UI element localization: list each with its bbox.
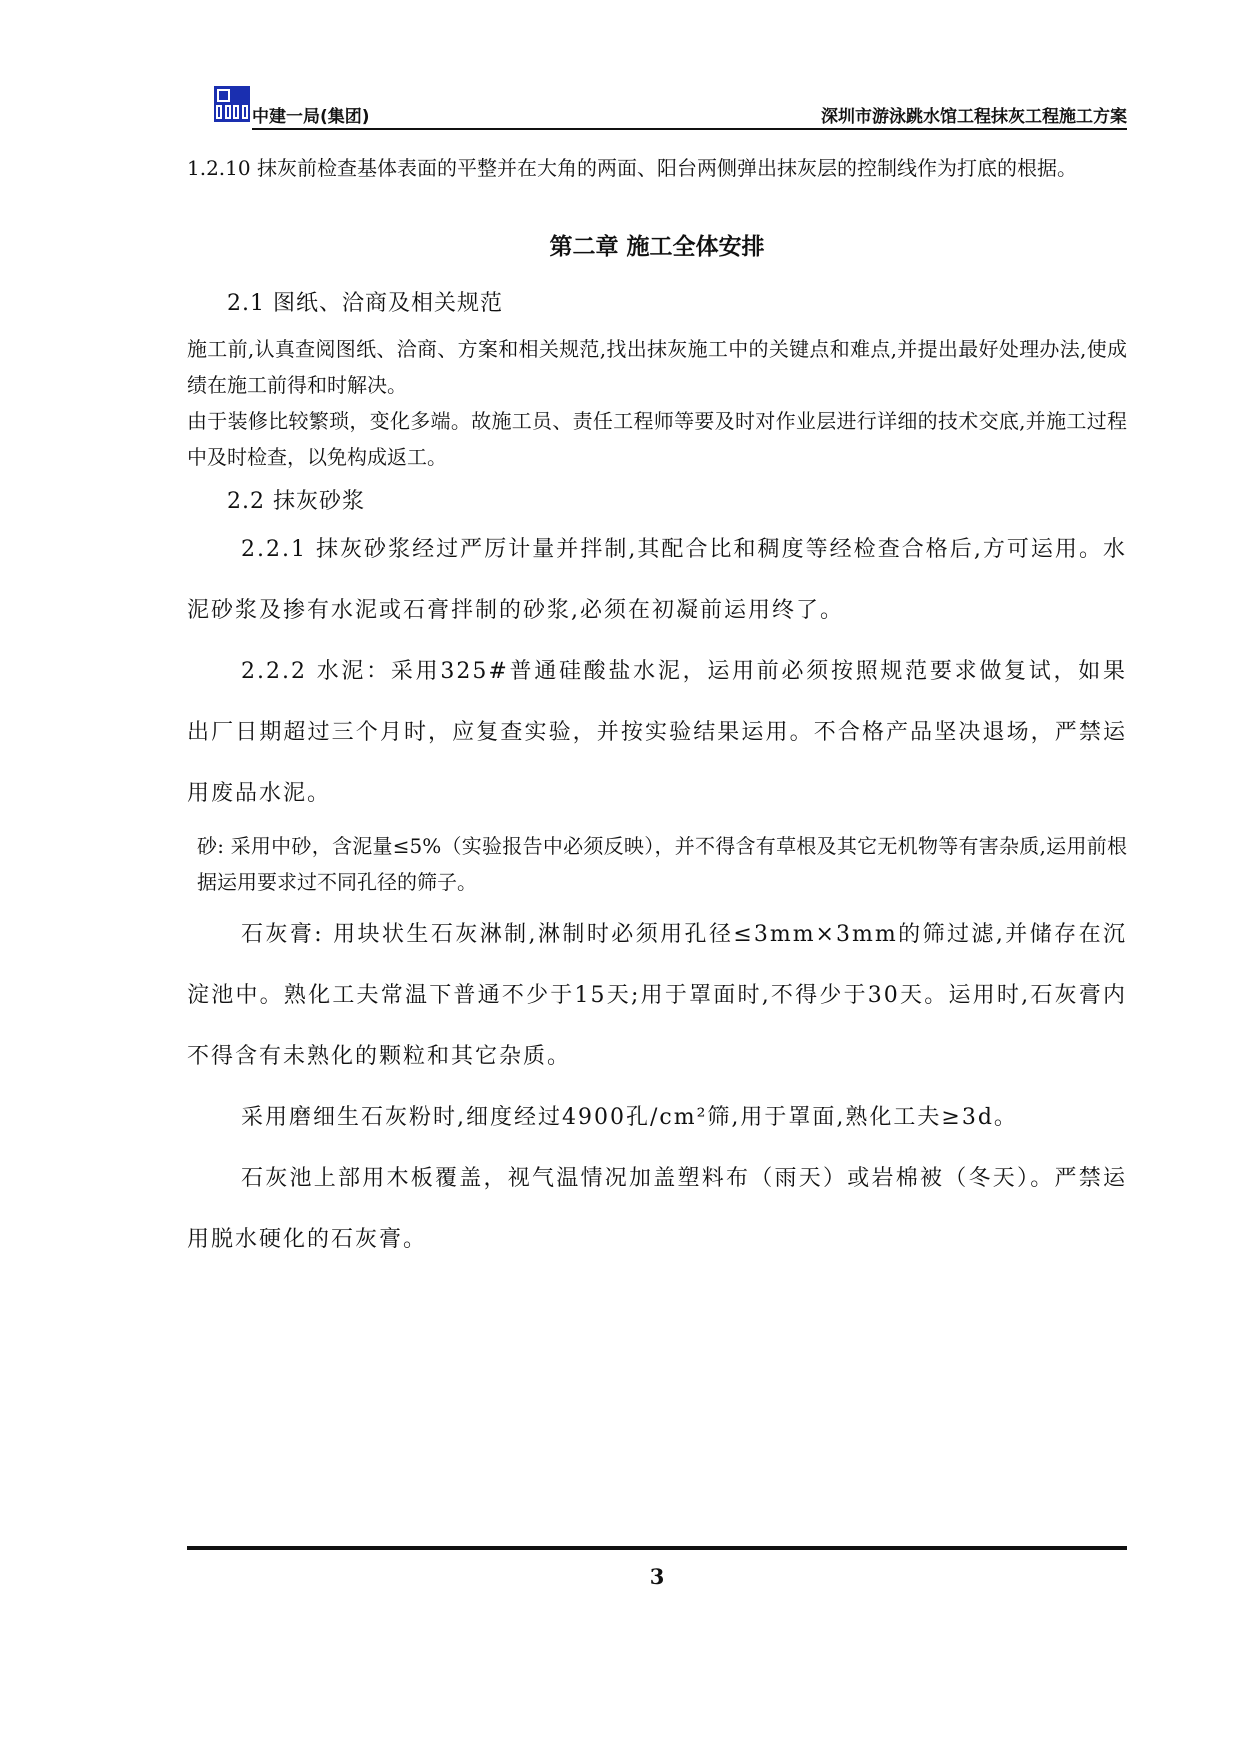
- section-2-1-paragraph-2: 由于装修比较繁琐，变化多端。故施工员、责任工程师等要及时对作业层进行详细的技术交底,并施工过程中及时检查，以免构成返工。: [187, 409, 1127, 469]
- paragraph-2-2-2: 2.2.2 水泥：采用325#普通硅酸盐水泥，运用前必须按照规范要求做复试，如果出厂日期超过三个月时，应复查实验，并按实验结果运用。不合格产品坚决退场，严禁运用废品水泥。: [187, 659, 1127, 806]
- paragraph-lime-paste: 石灰膏: 用块状生石灰淋制,淋制时必须用孔径≤3mm×3mm的筛过滤,并储存在沉淀池中。熟化工夫常温下普通不少于15天;用于罩面时,不得少于30天。运用时,石灰膏内不得含有未熟化的颗粒和其它杂质。: [187, 922, 1127, 1069]
- project-title: 深圳市游泳跳水馆工程抹灰工程施工方案: [821, 107, 1127, 127]
- section-2-2-title: 2.2 抹灰砂浆: [227, 489, 365, 514]
- company-logo: [214, 86, 250, 122]
- paragraph-lime-pool: 石灰池上部用木板覆盖，视气温情况加盖塑料布（雨天）或岩棉被（冬天）。严禁运用脱水硬化的石灰膏。: [187, 1166, 1127, 1252]
- header-rule: [252, 128, 1127, 130]
- paragraph-2-2-1: 2.2.1 抹灰砂浆经过严厉计量并拌制,其配合比和稠度等经检查合格后,方可运用。水泥砂浆及掺有水泥或石膏拌制的砂浆,必须在初凝前运用终了。: [187, 537, 1127, 623]
- footer-rule: [187, 1546, 1127, 1550]
- chapter-title: 第二章 施工全体安排: [549, 234, 765, 260]
- page-content: [187, 150, 1127, 1270]
- paragraph-sand: 砂: 采用中砂，含泥量≤5%（实验报告中必须反映），并不得含有草根及其它无机物等有害杂质,运用前根据运用要求过不同孔径的筛子。: [197, 834, 1127, 894]
- paragraph-lime-powder: 采用磨细生石灰粉时,细度经过4900孔/cm²筛,用于罩面,熟化工夫≥3d。: [241, 1105, 1018, 1130]
- page-number: 3: [649, 1564, 665, 1589]
- company-name: 中建一局(集团): [252, 107, 370, 127]
- section-2-1-title: 2.1 图纸、洽商及相关规范: [227, 291, 503, 316]
- page-header: [214, 86, 1127, 126]
- paragraph-1-2-10: 1.2.10 抹灰前检查基体表面的平整并在大角的两面、阳台两侧弹出抹灰层的控制线作为打底的根据。: [187, 156, 1077, 180]
- section-2-1-paragraph-1: 施工前,认真查阅图纸、洽商、方案和相关规范,找出抹灰施工中的关键点和难点,并提出最好处理办法,使成绩在施工前得和时解决。: [187, 337, 1127, 397]
